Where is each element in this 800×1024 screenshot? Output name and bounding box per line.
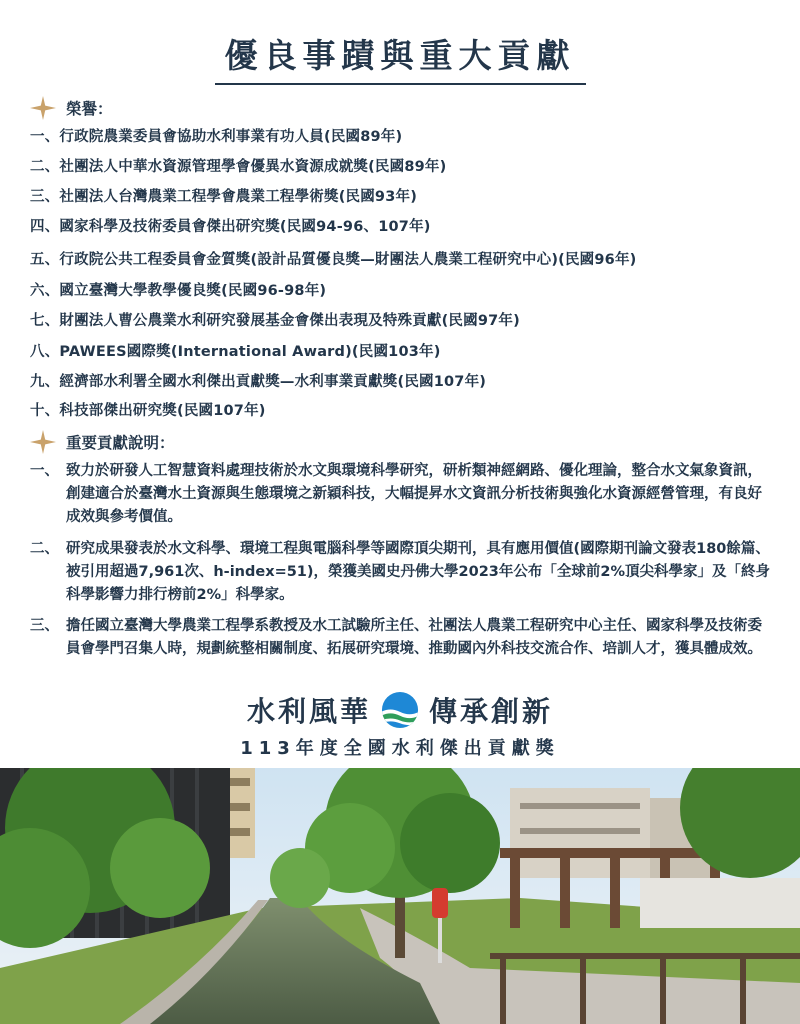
honor-item: 十、科技部傑出研究獎(民國107年) (30, 403, 266, 419)
honor-item: 三、社團法人台灣農業工程學會農業工程學術獎(民國93年) (30, 189, 418, 205)
page-title: 優良事蹟與重大貢獻 (215, 30, 586, 85)
water-drop-logo-icon (381, 691, 419, 729)
contribution-item: 二、 研究成果發表於水文科學、環境工程與電腦科學等國際頂尖期刊，具有應用價值(國際期刊論文發表180餘篇、被引用超過7,961次、h-index=51)，榮獲美國史丹佛大學2023年公布「全球前2%頂尖科學家」及「終身科學影響力排行榜前2%」科學家。 (30, 541, 770, 603)
contributions-heading-label: 重要貢獻說明： (66, 434, 175, 452)
contribution-item: 三、 擔任國立臺灣大學農業工程學系教授及水工試驗所主任、社團法人農業工程研究中心主任、國家科學及技術委員會學門召集人時，規劃統整相關制度、拓展研究環境、推動國內外科技交流合作、培訓人才，獲具體成效。 (30, 618, 762, 657)
honor-item: 七、財團法人曹公農業水利研究發展基金會傑出表現及特殊貢獻(民國97年) (30, 313, 520, 329)
honor-item: 五、行政院公共工程委員會金質獎(設計品質優良獎—財團法人農業工程研究中心)(民國96年) (30, 252, 637, 268)
honor-item: 八、PAWEES國際獎(International Award)(民國103年) (30, 344, 441, 360)
park-canal-photo (0, 768, 800, 1024)
honors-heading-label: 榮譽： (66, 100, 113, 118)
honors-heading (30, 96, 113, 120)
title-wrap (0, 30, 800, 85)
contributions-heading (30, 430, 175, 454)
four-point-star-icon (30, 430, 56, 454)
award-subtitle: 113年度全國水利傑出貢獻獎 (240, 738, 560, 759)
brand-slogan-right: 傳承創新 (429, 695, 554, 728)
brand-slogan-left: 水利風華 (246, 695, 371, 728)
honor-item: 一、行政院農業委員會協助水利事業有功人員(民國89年) (30, 129, 403, 145)
honor-item: 六、國立臺灣大學教學優良獎(民國96-98年) (30, 283, 327, 299)
honor-item: 四、國家科學及技術委員會傑出研究獎(民國94-96、107年) (30, 219, 431, 235)
four-point-star-icon (30, 96, 56, 120)
brand-banner (0, 688, 800, 732)
contribution-item: 一、 致力於研發人工智慧資料處理技術於水文與環境科學研究，研析類神經網路、優化理論，整合水文氣象資訊，創建適合於臺灣水土資源與生態環境之新穎科技，大幅提昇水文資訊分析技術與強化水資源經營管理，有良好成效與參考價值。 (30, 463, 762, 525)
honor-item: 九、經濟部水利署全國水利傑出貢獻獎—水利事業貢獻獎(民國107年) (30, 374, 487, 390)
honor-item: 二、社團法人中華水資源管理學會優異水資源成就獎(民國89年) (30, 159, 447, 175)
